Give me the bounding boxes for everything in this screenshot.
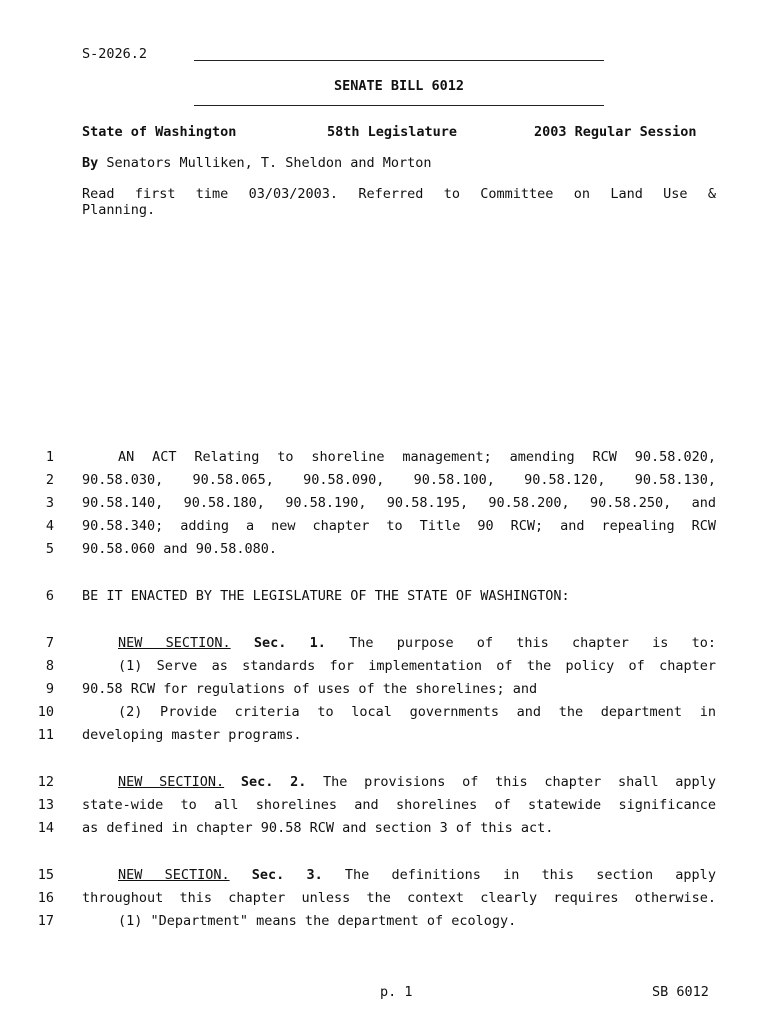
line-number: 2 (45, 472, 54, 488)
bill-text-line (82, 518, 716, 534)
line-text: BE IT ENACTED BY THE LEGISLATURE OF THE STATE OF WASHINGTON: (82, 588, 570, 604)
bill-text-line (82, 704, 716, 720)
line-text: 90.58.060 and 90.58.080. (82, 541, 278, 557)
line-number: 8 (45, 658, 54, 674)
bill-text-line (82, 913, 716, 929)
line-text: 90.58.140, 90.58.180, 90.58.190, 90.58.195, 90.58.200, 90.58.250, and (82, 495, 716, 511)
line-number: 1 (45, 449, 54, 465)
bill-text-line (82, 774, 716, 790)
line-number: 13 (37, 797, 54, 813)
bill-text-line (82, 472, 716, 488)
section-number: Sec. 3. (251, 867, 323, 883)
legislature: 58th Legislature (327, 124, 458, 140)
line-number: 16 (37, 890, 54, 906)
sponsors-line (82, 155, 432, 171)
line-number: 11 (37, 727, 54, 743)
bill-text-line (82, 797, 716, 813)
bill-text-line (82, 588, 716, 604)
line-text: state-wide to all shorelines and shorelines of statewide significance (82, 797, 716, 813)
bill-text-line (82, 635, 716, 651)
line-number: 15 (37, 867, 54, 883)
header-rule-top (194, 60, 604, 61)
section-number: Sec. 1. (253, 635, 326, 651)
line-number: 6 (45, 588, 54, 604)
line-text: The provisions of this chapter shall apply (323, 774, 716, 790)
line-number: 17 (37, 913, 54, 929)
bill-code: S-2026.2 (82, 46, 148, 62)
bill-text-line (82, 867, 716, 883)
line-text: (2) Provide criteria to local governments and the department in (118, 704, 716, 720)
bill-text-line (82, 541, 716, 557)
header-rule-bottom (194, 105, 604, 106)
line-text: developing master programs. (82, 727, 302, 743)
by-label: By (82, 155, 99, 171)
new-section-label: NEW SECTION. (118, 635, 231, 651)
bill-text-line (82, 449, 716, 465)
line-number: 5 (45, 541, 54, 557)
bill-text-line (82, 681, 716, 697)
line-text: as defined in chapter 90.58 RCW and section 3 of this act. (82, 820, 554, 836)
bill-reference: SB 6012 (652, 984, 709, 1000)
bill-text-line (82, 658, 716, 674)
page-number: p. 1 (380, 984, 413, 1000)
line-number: 7 (45, 635, 54, 651)
line-text: 90.58.030, 90.58.065, 90.58.090, 90.58.100, 90.58.120, 90.58.130, (82, 472, 716, 488)
bill-text-line (82, 727, 716, 743)
new-section-label: NEW SECTION. (118, 867, 230, 883)
line-number: 14 (37, 820, 54, 836)
line-text: (1) Serve as standards for implementation of the policy of chapter (118, 658, 716, 674)
read-first-line: Read first time 03/03/2003. Referred to Committee on Land Use & (82, 186, 716, 202)
line-number: 4 (45, 518, 54, 534)
sponsors: Senators Mulliken, T. Sheldon and Morton (106, 155, 432, 171)
line-text: The purpose of this chapter is to: (349, 635, 716, 651)
bill-text-line (82, 495, 716, 511)
bill-title: SENATE BILL 6012 (333, 78, 465, 94)
read-first-line-2: Planning. (82, 202, 156, 218)
line-text: 90.58.340; adding a new chapter to Title 90 RCW; and repealing RCW (82, 518, 716, 534)
new-section-label: NEW SECTION. (118, 774, 225, 790)
line-text: AN ACT Relating to shoreline management; amending RCW 90.58.020, (118, 449, 716, 465)
line-number: 3 (45, 495, 54, 511)
line-text: The definitions in this section apply (344, 867, 716, 883)
session: 2003 Regular Session (534, 124, 697, 140)
bill-text-line (82, 820, 716, 836)
section-number: Sec. 2. (240, 774, 307, 790)
line-text: 90.58 RCW for regulations of uses of the shorelines; and (82, 681, 538, 697)
line-text: (1) "Department" means the department of ecology. (118, 913, 517, 929)
line-number: 9 (45, 681, 54, 697)
line-number: 10 (37, 704, 54, 720)
bill-text-line (82, 890, 716, 906)
state-name: State of Washington (82, 124, 237, 140)
line-text: throughout this chapter unless the context clearly requires otherwise. (82, 890, 716, 906)
line-number: 12 (37, 774, 54, 790)
